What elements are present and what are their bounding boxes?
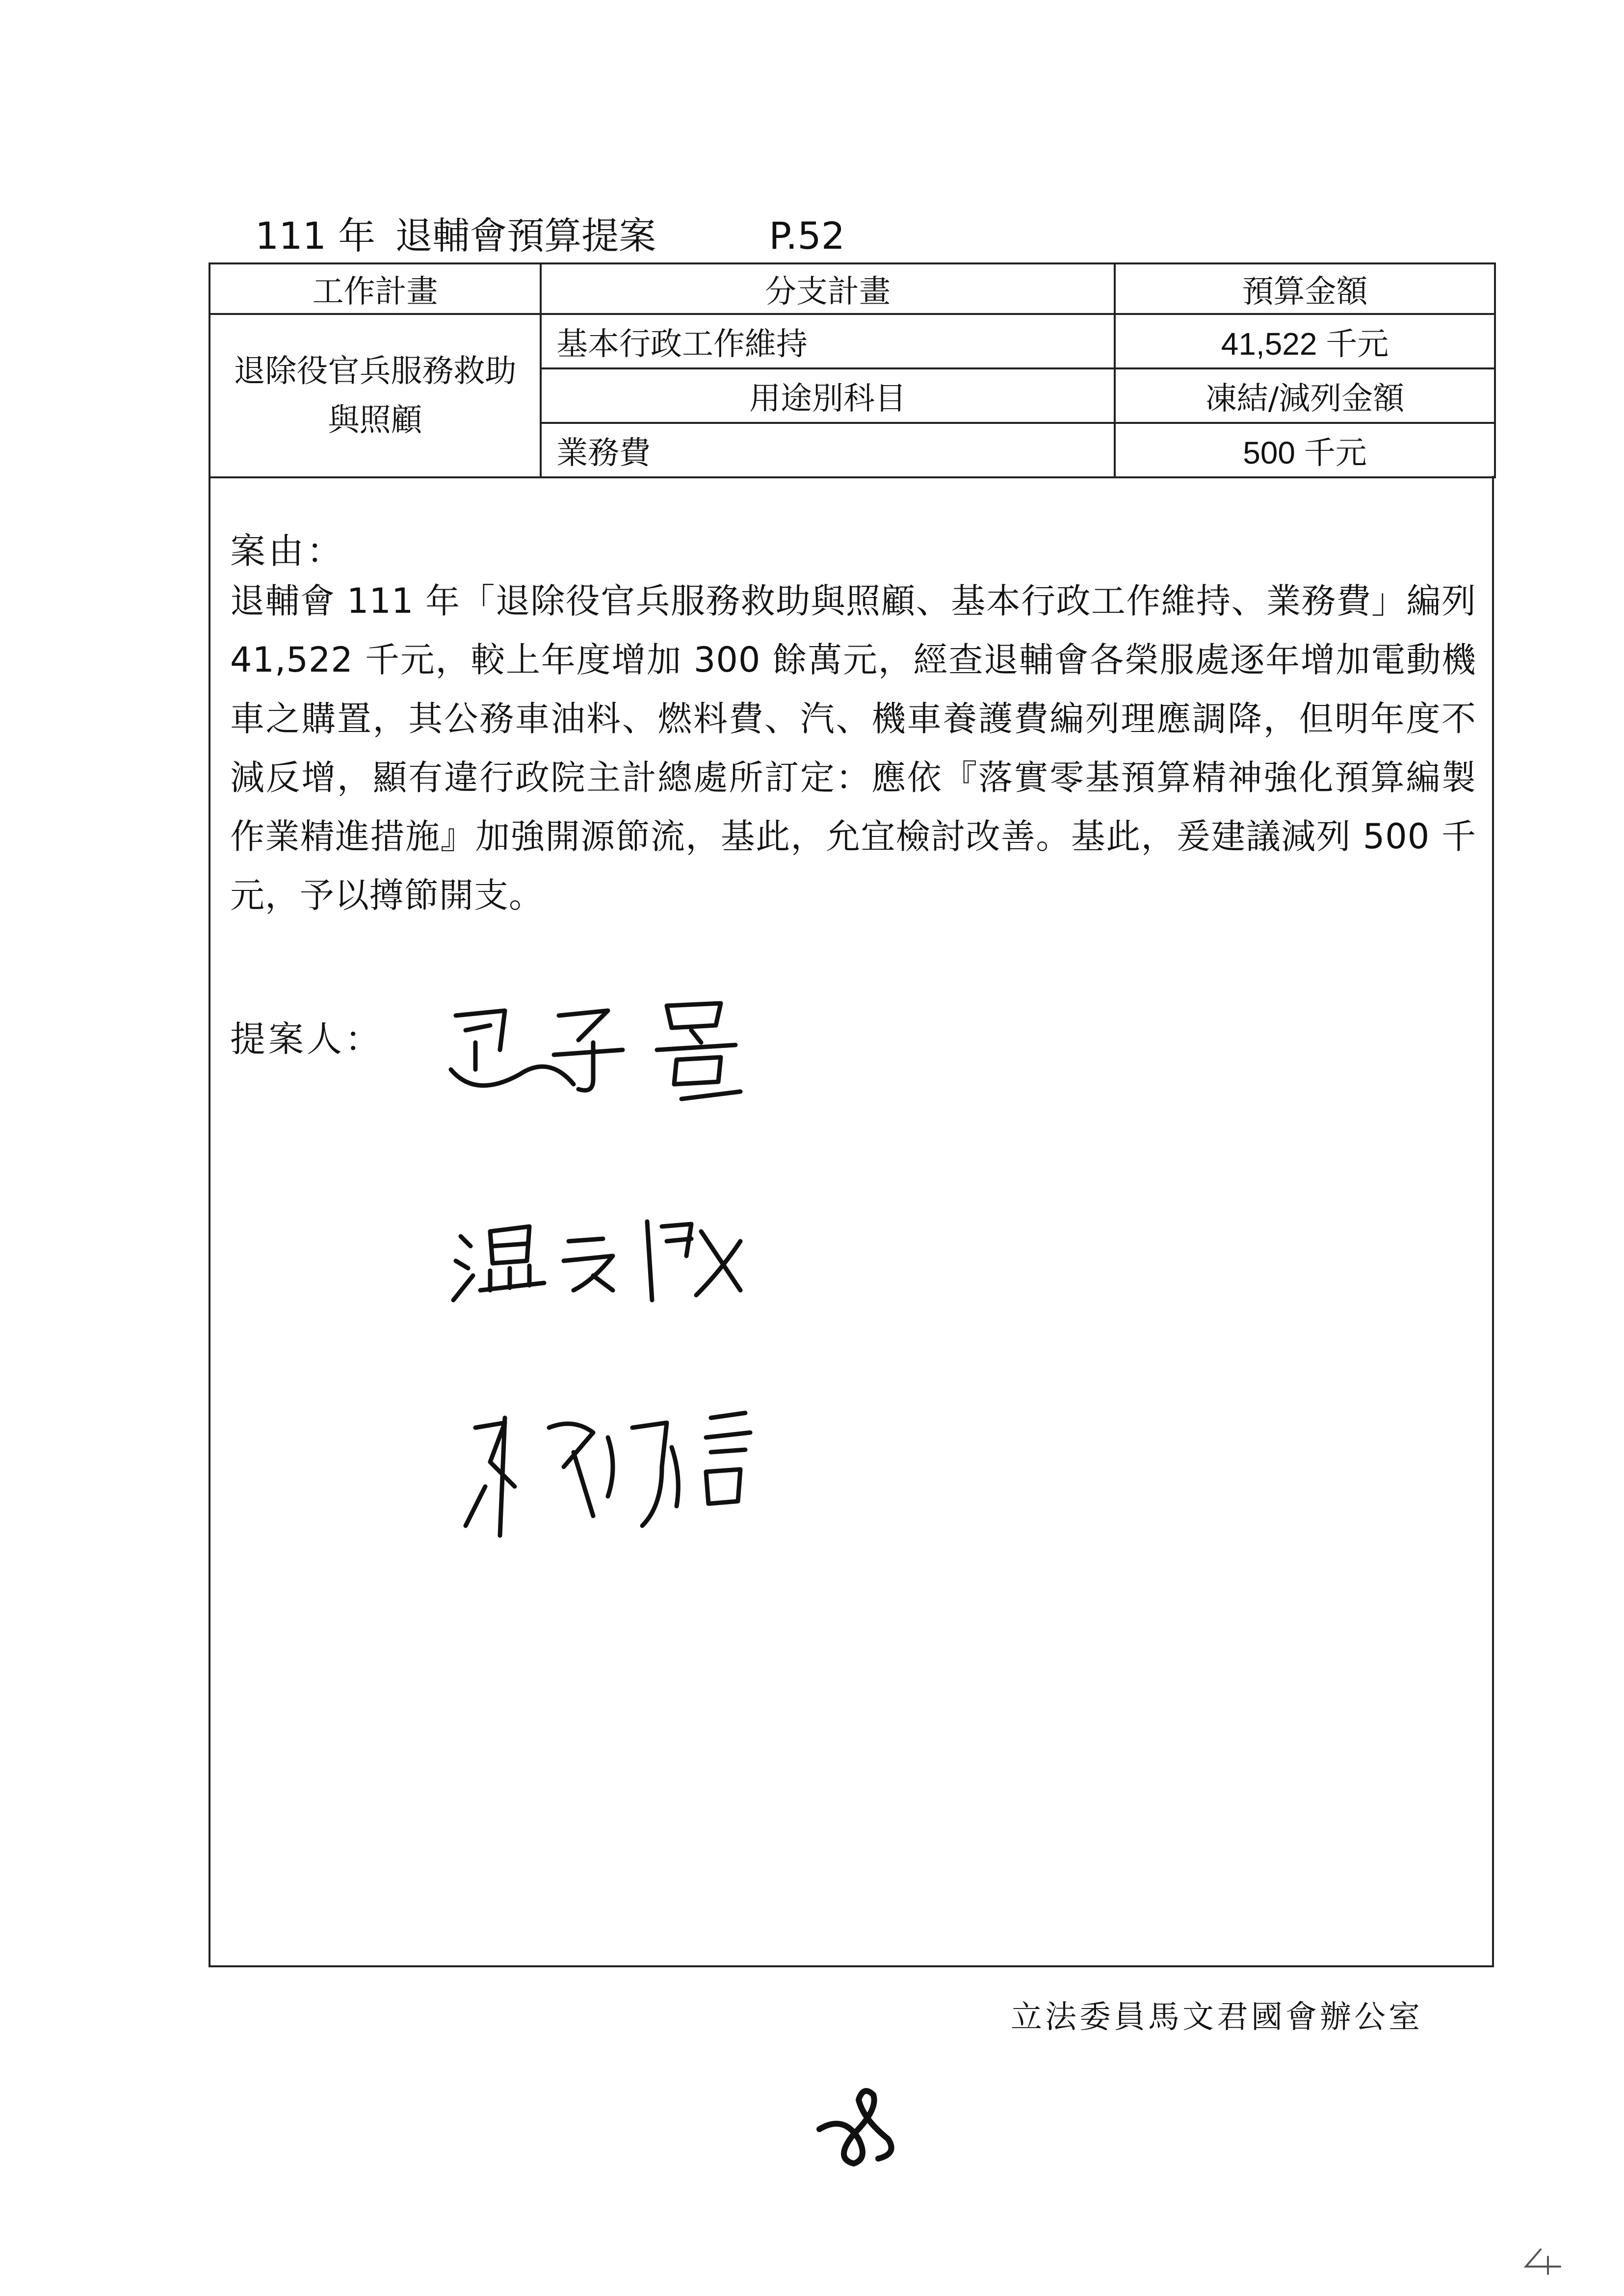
signature-2 xyxy=(453,1222,740,1300)
freeze-cut-value: 500 千元 xyxy=(1115,423,1495,477)
proposal-title: 退輔會預算提案 xyxy=(395,214,656,258)
signature-3 xyxy=(466,1413,750,1536)
handwritten-page-mark xyxy=(814,2085,922,2168)
page-reference: P.52 xyxy=(769,214,845,258)
proposal-body xyxy=(209,476,1494,1967)
usage-item-value: 業務費 xyxy=(541,423,1115,477)
case-text: 退輔會 111 年「退除役官兵服務救助與照顧、基本行政工作維持、業務費」編列 41,522 千元，較上年度增加 300 餘萬元，經查退輔會各榮服處逐年增加電動機車之購置，其公務車油料、燃料費、汽、機車養護費編列理應調降，但明年度不減反增，顯有違行政院主計總處所訂定：應依『落實零基預算精神強化預算編製作業精進措施』加強開源節流，基此，允宜檢討改善。基此，爰建議減列 500 千元，予以撙節開支。 xyxy=(230,581,1476,915)
usage-item-label: 用途別科目 xyxy=(541,368,1115,423)
header-work-plan: 工作計畫 xyxy=(210,263,541,314)
header-sub-plan: 分支計畫 xyxy=(541,263,1115,314)
freeze-cut-label: 凍結/減列金額 xyxy=(1115,368,1495,423)
proposer-signatures xyxy=(446,996,1133,1614)
proposer-label: 提案人： xyxy=(230,1018,384,1060)
proposal-year: 111 年 xyxy=(255,214,376,258)
sub-plan-value: 基本行政工作維持 xyxy=(541,314,1115,368)
work-plan-value: 退除役官兵服務救助與照顧 xyxy=(210,314,541,477)
handwritten-corner-mark xyxy=(1521,2247,1565,2276)
signature-1 xyxy=(451,1003,740,1099)
office-footer: 立法委員馬文君國會辦公室 xyxy=(1011,1999,1423,2035)
table-header-row xyxy=(210,263,1495,314)
budget-table xyxy=(209,262,1496,478)
page-heading xyxy=(255,206,845,260)
table-row xyxy=(210,314,1495,368)
header-budget-amount: 預算金額 xyxy=(1115,263,1495,314)
case-label: 案由： xyxy=(230,530,345,572)
budget-amount-value: 41,522 千元 xyxy=(1115,314,1495,368)
